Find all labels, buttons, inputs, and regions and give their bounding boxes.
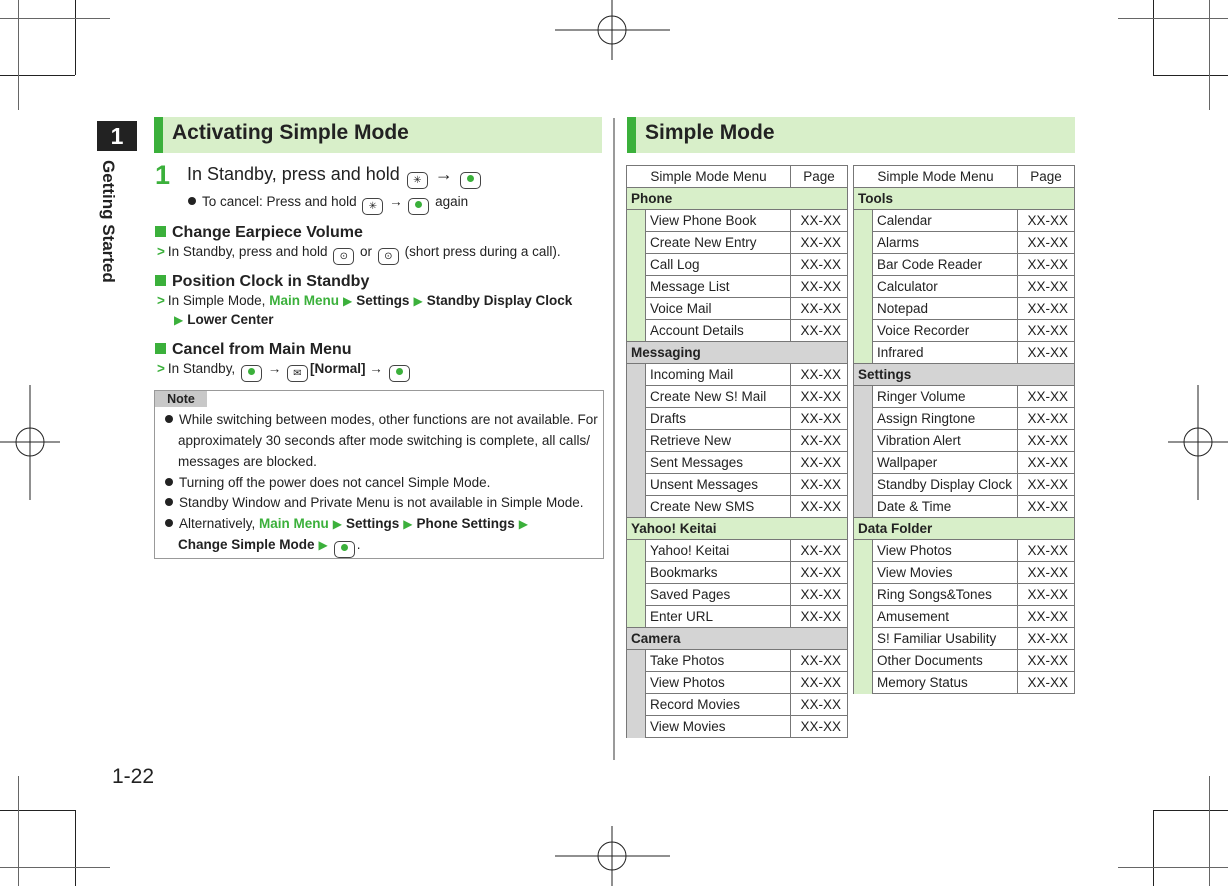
cancel-prefix: To cancel: Press and hold — [202, 194, 357, 209]
indent-cell — [627, 496, 646, 518]
page-ref: XX-XX — [1018, 540, 1075, 562]
note-item — [165, 475, 490, 490]
indent-cell — [854, 628, 873, 650]
menu-item: Create New SMS — [646, 496, 791, 518]
column-header-menu: Simple Mode Menu — [854, 166, 1018, 188]
category-row — [854, 188, 1075, 210]
page-ref: XX-XX — [1018, 628, 1075, 650]
chapter-number-tab: 1 — [97, 121, 137, 151]
table-row — [627, 694, 848, 716]
menu-item: Calendar — [873, 210, 1018, 232]
indent-cell — [854, 298, 873, 320]
menu-item: Drafts — [646, 408, 791, 430]
menu-item: Create New Entry — [646, 232, 791, 254]
indent-cell — [854, 408, 873, 430]
triangle-icon: ▶ — [342, 294, 353, 308]
table-row — [627, 606, 848, 628]
table-row — [627, 430, 848, 452]
menu-item: Saved Pages — [646, 584, 791, 606]
table-row — [854, 584, 1075, 606]
menu-item: Unsent Messages — [646, 474, 791, 496]
menu-item: Bar Code Reader — [873, 254, 1018, 276]
subsection-title: Change Earpiece Volume — [172, 224, 363, 241]
menu-path-main: Main Menu — [269, 293, 339, 308]
subsection-earpiece — [155, 224, 363, 242]
indent-cell — [627, 408, 646, 430]
table-row — [854, 430, 1075, 452]
table-row — [854, 408, 1075, 430]
table-row — [854, 276, 1075, 298]
category-row — [627, 628, 848, 650]
indent-cell — [854, 210, 873, 232]
indent-cell — [627, 474, 646, 496]
menu-item: View Photos — [646, 672, 791, 694]
table-row — [854, 672, 1075, 694]
menu-item: Other Documents — [873, 650, 1018, 672]
menu-item: Call Log — [646, 254, 791, 276]
indent-cell — [627, 562, 646, 584]
indent-cell — [854, 232, 873, 254]
text: In Standby, press and hold — [167, 244, 328, 259]
indent-cell — [627, 452, 646, 474]
page-ref: XX-XX — [791, 232, 848, 254]
table-row — [854, 496, 1075, 518]
menu-item: Notepad — [873, 298, 1018, 320]
menu-item: Account Details — [646, 320, 791, 342]
page-ref: XX-XX — [1018, 496, 1075, 518]
table-row — [854, 606, 1075, 628]
page-ref: XX-XX — [791, 694, 848, 716]
menu-item: Amusement — [873, 606, 1018, 628]
menu-path-settings: Settings — [346, 516, 400, 531]
indent-cell — [854, 562, 873, 584]
bullet-icon — [165, 498, 173, 506]
page-ref: XX-XX — [791, 276, 848, 298]
menu-item: Assign Ringtone — [873, 408, 1018, 430]
menu-item: Take Photos — [646, 650, 791, 672]
menu-item: Calculator — [873, 276, 1018, 298]
menu-item: Ringer Volume — [873, 386, 1018, 408]
section-header-activating — [154, 117, 602, 153]
category-label: Tools — [854, 188, 1075, 210]
menu-path-settings: Settings — [356, 293, 410, 308]
square-icon — [155, 275, 166, 286]
note-text: Turning off the power does not cancel Simple Mode. — [179, 475, 491, 490]
registration-mark-top — [555, 0, 670, 60]
asterisk-key-icon: ✳ — [407, 172, 428, 189]
page-ref: XX-XX — [1018, 452, 1075, 474]
page-ref: XX-XX — [1018, 606, 1075, 628]
menu-item: Sent Messages — [646, 452, 791, 474]
page-ref: XX-XX — [1018, 408, 1075, 430]
center-key-icon — [334, 541, 355, 558]
note-item — [165, 516, 532, 531]
menu-item: Bookmarks — [646, 562, 791, 584]
indent-cell — [627, 386, 646, 408]
table-row — [627, 672, 848, 694]
category-row — [854, 364, 1075, 386]
center-key-icon — [389, 365, 410, 382]
page-ref: XX-XX — [1018, 232, 1075, 254]
page-ref: XX-XX — [791, 452, 848, 474]
step-text: In Standby, press and hold — [187, 164, 400, 184]
indent-cell — [854, 584, 873, 606]
table-row — [854, 254, 1075, 276]
page-ref: XX-XX — [791, 408, 848, 430]
earpiece-instruction — [157, 244, 561, 265]
registration-mark-bottom — [555, 826, 670, 886]
cancel-tip: To cancel: Press and hold ✳ → again — [188, 194, 468, 215]
table-row — [627, 474, 848, 496]
page-ref: XX-XX — [791, 606, 848, 628]
normal-label: [Normal] — [309, 361, 366, 376]
table-row — [854, 650, 1075, 672]
category-row — [627, 188, 848, 210]
column-divider — [613, 118, 615, 760]
category-label: Yahoo! Keitai — [627, 518, 848, 540]
page-ref: XX-XX — [791, 672, 848, 694]
menu-item: View Phone Book — [646, 210, 791, 232]
table-row — [627, 408, 848, 430]
page-number: 1-22 — [112, 765, 155, 788]
table-row — [627, 386, 848, 408]
bullet-icon — [188, 197, 196, 205]
section-title: Simple Mode — [645, 121, 775, 144]
table-row — [854, 452, 1075, 474]
indent-cell — [854, 474, 873, 496]
column-header-menu: Simple Mode Menu — [627, 166, 791, 188]
menu-item: Yahoo! Keitai — [646, 540, 791, 562]
indent-cell — [627, 430, 646, 452]
page-ref: XX-XX — [1018, 276, 1075, 298]
page-ref: XX-XX — [1018, 584, 1075, 606]
indent-cell — [627, 276, 646, 298]
indent-cell — [854, 606, 873, 628]
category-row — [854, 518, 1075, 540]
category-label: Data Folder — [854, 518, 1075, 540]
center-key-icon — [408, 198, 429, 215]
page-ref: XX-XX — [791, 540, 848, 562]
menu-item: Retrieve New — [646, 430, 791, 452]
table-header-row — [854, 166, 1075, 188]
page-ref: XX-XX — [1018, 386, 1075, 408]
text: In Standby, — [167, 361, 236, 376]
triangle-icon: ▶ — [403, 517, 413, 531]
triangle-icon: ▶ — [518, 517, 529, 531]
note-text: Standby Window and Private Menu is not available in Simple Mode. — [179, 495, 584, 510]
table-row — [627, 716, 848, 738]
page-ref: XX-XX — [1018, 342, 1075, 364]
subsection-title: Cancel from Main Menu — [172, 341, 352, 358]
clock-instruction-2 — [170, 312, 274, 327]
column-header-page: Page — [1018, 166, 1075, 188]
square-icon — [155, 226, 166, 237]
registration-mark-right — [1168, 385, 1228, 500]
page-ref: XX-XX — [791, 562, 848, 584]
clock-instruction — [157, 293, 572, 308]
indent-cell — [854, 540, 873, 562]
chapter-title: Getting Started — [99, 160, 118, 283]
asterisk-key-icon: ✳ — [362, 198, 383, 215]
page-ref: XX-XX — [791, 650, 848, 672]
menu-item: S! Familiar Usability — [873, 628, 1018, 650]
arrow-right-icon: > — [157, 361, 165, 376]
menu-item: View Movies — [646, 716, 791, 738]
page-ref: XX-XX — [791, 254, 848, 276]
note-box — [154, 390, 604, 559]
indent-cell — [854, 650, 873, 672]
note-label: Note — [155, 391, 207, 407]
indent-cell — [627, 320, 646, 342]
table-row — [627, 540, 848, 562]
table-header-row — [627, 166, 848, 188]
menu-path-main: Main Menu — [259, 516, 329, 531]
table-row — [627, 584, 848, 606]
indent-cell — [627, 606, 646, 628]
triangle-icon: ▶ — [332, 517, 343, 531]
menu-item: Voice Recorder — [873, 320, 1018, 342]
menu-item: Memory Status — [873, 672, 1018, 694]
indent-cell — [627, 716, 646, 738]
indent-cell — [854, 672, 873, 694]
menu-item: Enter URL — [646, 606, 791, 628]
menu-item: Message List — [646, 276, 791, 298]
table-row — [854, 540, 1075, 562]
table-row — [627, 562, 848, 584]
text: In Simple Mode, — [167, 293, 266, 308]
table-row — [627, 232, 848, 254]
indent-cell — [627, 364, 646, 386]
page-ref: XX-XX — [791, 386, 848, 408]
step-1 — [187, 164, 483, 189]
note-text: Alternatively, — [179, 516, 256, 531]
table-row — [627, 210, 848, 232]
cancel-instruction: > In Standby, → ✉ [Normal] → — [157, 361, 412, 382]
page-ref: XX-XX — [791, 474, 848, 496]
indent-cell — [627, 584, 646, 606]
indent-cell — [854, 430, 873, 452]
triangle-icon: ▶ — [174, 313, 184, 327]
menu-item: Record Movies — [646, 694, 791, 716]
table-row — [854, 474, 1075, 496]
simple-mode-table-1 — [626, 165, 848, 738]
table-row — [627, 452, 848, 474]
menu-path-phone: Phone Settings — [416, 516, 515, 531]
menu-path-lower-center: Lower Center — [187, 312, 274, 327]
triangle-icon: ▶ — [318, 538, 328, 552]
bullet-icon — [165, 519, 173, 527]
menu-item: Wallpaper — [873, 452, 1018, 474]
table-row — [627, 254, 848, 276]
page-ref: XX-XX — [791, 320, 848, 342]
arrow-right-icon: > — [157, 293, 165, 308]
menu-item: Infrared — [873, 342, 1018, 364]
table-row — [627, 650, 848, 672]
menu-item: View Photos — [873, 540, 1018, 562]
menu-item: Alarms — [873, 232, 1018, 254]
table-row — [627, 496, 848, 518]
indent-cell — [627, 298, 646, 320]
page-ref: XX-XX — [1018, 672, 1075, 694]
category-label: Messaging — [627, 342, 848, 364]
step-number: 1 — [155, 160, 171, 190]
indent-cell — [627, 694, 646, 716]
menu-item: Voice Mail — [646, 298, 791, 320]
menu-item: Create New S! Mail — [646, 386, 791, 408]
menu-path-clock: Standby Display Clock — [426, 293, 573, 308]
indent-cell — [854, 320, 873, 342]
menu-item: Date & Time — [873, 496, 1018, 518]
note-item — [165, 495, 583, 510]
indent-cell — [854, 276, 873, 298]
category-label: Settings — [854, 364, 1075, 386]
indent-cell — [854, 254, 873, 276]
table-row — [854, 210, 1075, 232]
note-item-cont: messages are blocked. — [178, 454, 317, 469]
page-ref: XX-XX — [1018, 430, 1075, 452]
page-ref: XX-XX — [1018, 474, 1075, 496]
page-ref: XX-XX — [1018, 650, 1075, 672]
note-item-cont: approximately 30 seconds after mode switching is complete, all calls/ — [178, 433, 590, 448]
indent-cell — [627, 650, 646, 672]
mail-key-icon: ✉ — [287, 365, 308, 382]
category-row — [627, 342, 848, 364]
simple-mode-table-2 — [853, 165, 1075, 694]
page-ref: XX-XX — [1018, 254, 1075, 276]
volume-down-key-icon: ⊙ — [378, 248, 399, 265]
page-ref: XX-XX — [1018, 320, 1075, 342]
table-row — [627, 364, 848, 386]
text: (short press during a call). — [404, 244, 561, 259]
section-title: Activating Simple Mode — [172, 121, 409, 144]
menu-item: Ring Songs&Tones — [873, 584, 1018, 606]
menu-path-change: Change Simple Mode — [178, 537, 315, 552]
column-header-page: Page — [791, 166, 848, 188]
center-key-icon — [460, 172, 481, 189]
table-row — [627, 276, 848, 298]
indent-cell — [854, 496, 873, 518]
table-row — [854, 320, 1075, 342]
indent-cell — [627, 210, 646, 232]
page-ref: XX-XX — [1018, 298, 1075, 320]
category-label: Phone — [627, 188, 848, 210]
indent-cell — [627, 254, 646, 276]
category-label: Camera — [627, 628, 848, 650]
table-row — [854, 562, 1075, 584]
indent-cell — [627, 672, 646, 694]
indent-cell — [854, 386, 873, 408]
arrow-right-icon: > — [157, 244, 165, 259]
text: or — [360, 244, 373, 259]
subsection-cancel — [155, 341, 352, 359]
page-ref: XX-XX — [791, 364, 848, 386]
note-item-cont: Change Simple Mode ▶ . — [178, 537, 361, 558]
registration-mark-left — [0, 385, 60, 500]
bullet-icon — [165, 478, 173, 486]
indent-cell — [854, 452, 873, 474]
category-row — [627, 518, 848, 540]
page-ref: XX-XX — [791, 716, 848, 738]
table-row — [627, 298, 848, 320]
menu-item: Incoming Mail — [646, 364, 791, 386]
menu-item: View Movies — [873, 562, 1018, 584]
page-ref: XX-XX — [791, 584, 848, 606]
indent-cell — [854, 342, 873, 364]
table-row — [854, 628, 1075, 650]
arrow-icon: → — [434, 164, 453, 184]
cancel-suffix: again — [435, 194, 469, 209]
note-text: While switching between modes, other functions are not available. For — [179, 412, 598, 427]
bullet-icon — [165, 415, 173, 423]
menu-item: Standby Display Clock — [873, 474, 1018, 496]
note-item — [165, 412, 598, 427]
table-row — [854, 232, 1075, 254]
volume-up-key-icon: ⊙ — [333, 248, 354, 265]
square-icon — [155, 343, 166, 354]
triangle-icon: ▶ — [413, 294, 423, 308]
table-row — [854, 342, 1075, 364]
page-ref: XX-XX — [791, 210, 848, 232]
section-header-simple-mode — [627, 117, 1075, 153]
subsection-title: Position Clock in Standby — [172, 273, 370, 290]
indent-cell — [627, 232, 646, 254]
page-ref: XX-XX — [791, 298, 848, 320]
page-ref: XX-XX — [791, 430, 848, 452]
indent-cell — [627, 540, 646, 562]
center-key-icon — [241, 365, 262, 382]
table-row — [627, 320, 848, 342]
page-ref: XX-XX — [1018, 562, 1075, 584]
page-ref: XX-XX — [1018, 210, 1075, 232]
table-row — [854, 386, 1075, 408]
menu-item: Vibration Alert — [873, 430, 1018, 452]
subsection-clock — [155, 273, 369, 291]
page-ref: XX-XX — [791, 496, 848, 518]
table-row — [854, 298, 1075, 320]
